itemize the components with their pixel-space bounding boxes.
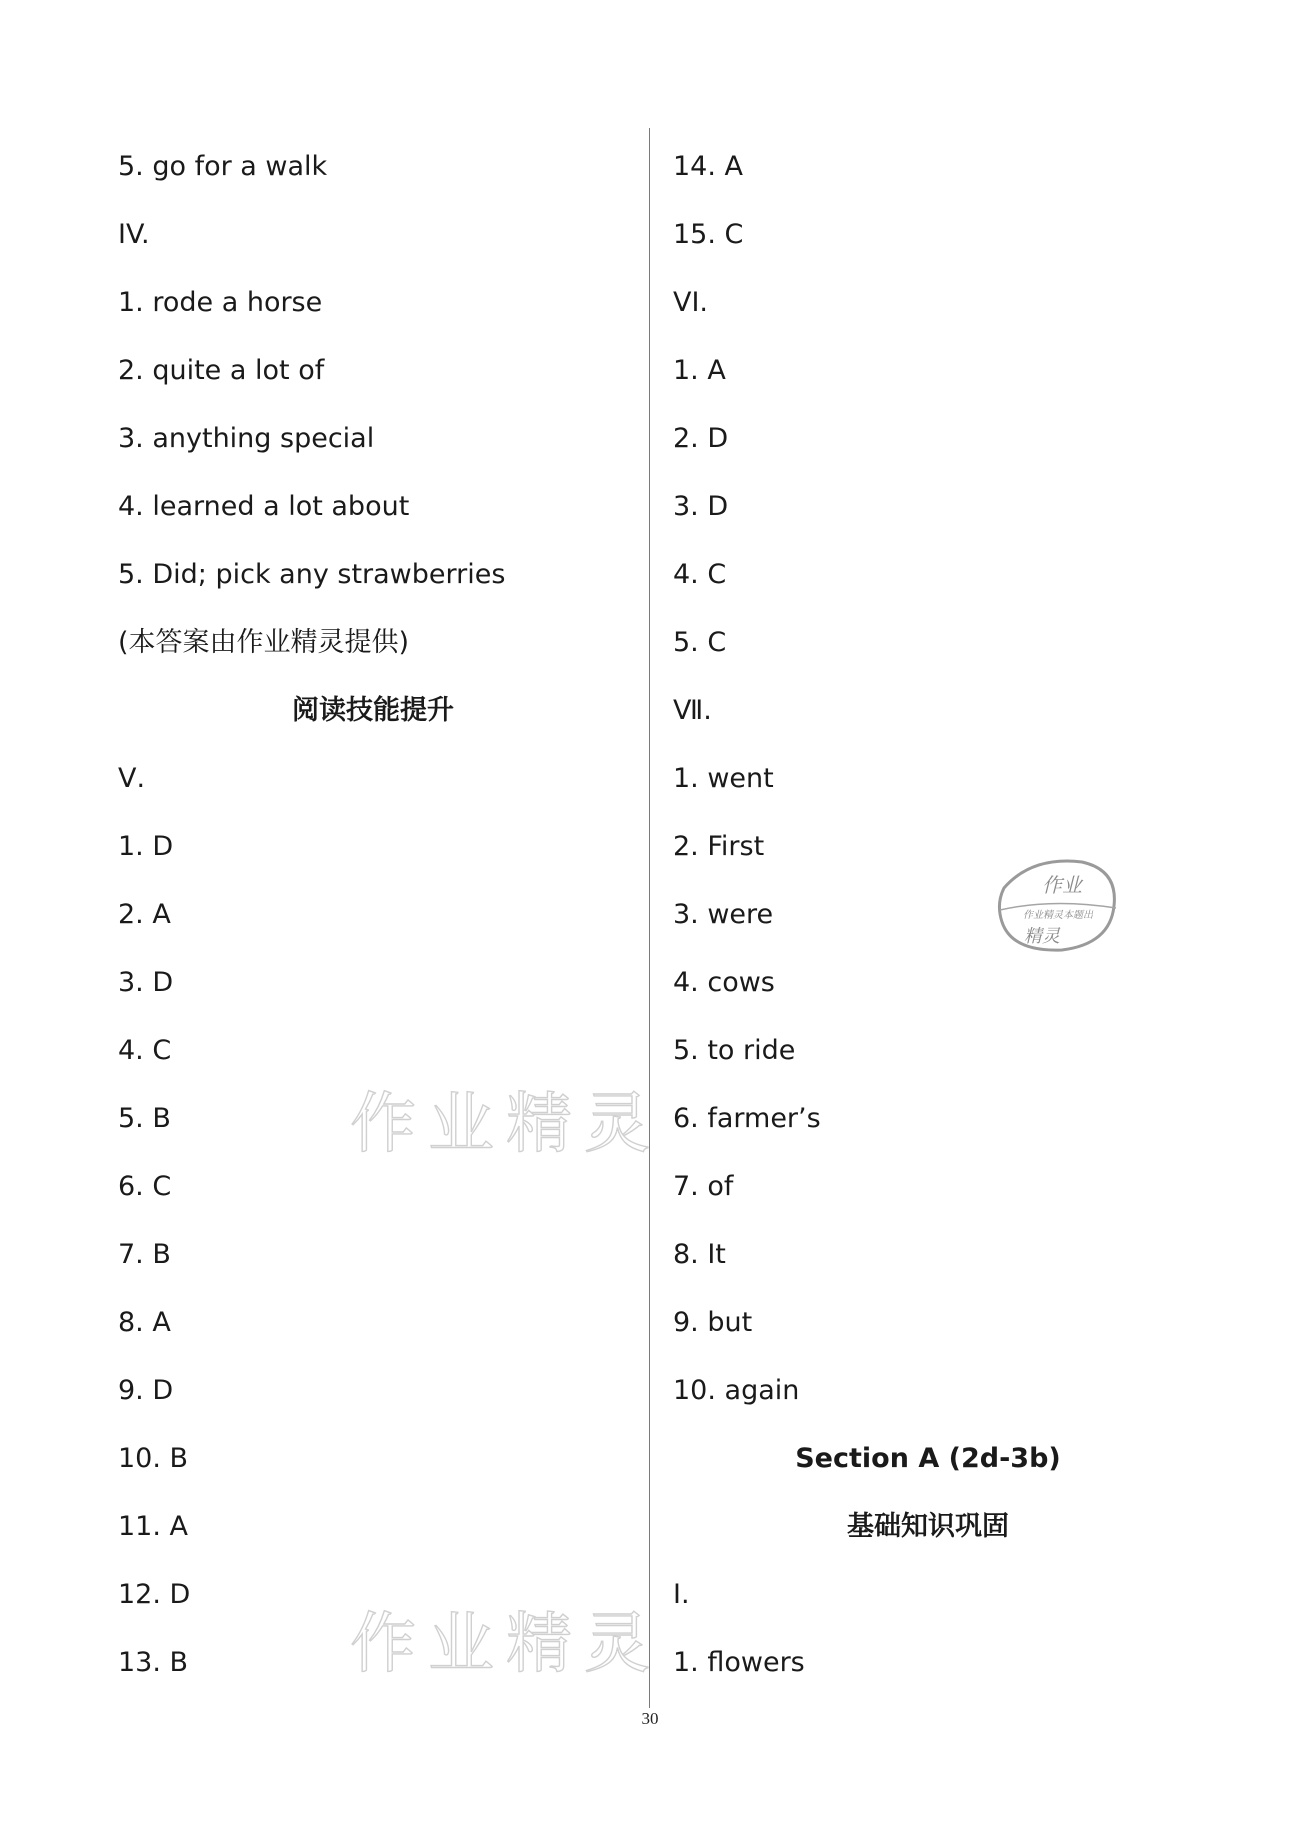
watermark: 作业精灵 — [350, 1085, 662, 1162]
stamp-bottom-text: 精灵 — [1024, 926, 1060, 947]
answer-line: 8. It — [673, 1239, 726, 1270]
answer-line: 3. were — [673, 899, 774, 930]
section-label: Ⅰ. — [673, 1579, 690, 1610]
answer-line: 5. to ride — [673, 1035, 796, 1066]
answer-line: 1. went — [673, 763, 774, 794]
section-label: VI. — [673, 287, 709, 318]
answer-line: 7. B — [118, 1239, 171, 1270]
answer-line: 1. rode a horse — [118, 287, 323, 318]
section-label: Ⅶ. — [673, 695, 712, 726]
stamp-logo — [992, 848, 1122, 958]
answer-line: 3. D — [118, 967, 174, 998]
answer-line: 9. D — [118, 1375, 174, 1406]
answer-line: 1. D — [118, 831, 174, 862]
stamp-middle-text: 作业精灵本题出 — [1023, 910, 1093, 921]
section-label: Ⅴ. — [118, 763, 146, 794]
answer-line: 2. First — [673, 831, 765, 862]
answer-line: 6. farmer’s — [673, 1103, 821, 1134]
answer-line: 2. quite a lot of — [118, 355, 325, 386]
answer-line: 4. C — [118, 1035, 172, 1066]
answer-line: 4. learned a lot about — [118, 491, 410, 522]
answer-line: 1. flowers — [673, 1647, 805, 1678]
answer-line: 9. but — [673, 1307, 753, 1338]
answer-line: 15. C — [673, 219, 744, 250]
answer-line: 12. D — [118, 1579, 191, 1610]
section-heading: 阅读技能提升 — [292, 695, 454, 726]
answer-line: 5. B — [118, 1103, 171, 1134]
answer-line: 3. D — [673, 491, 729, 522]
source-note: (本答案由作业精灵提供) — [118, 627, 410, 658]
answer-line: 4. C — [673, 559, 727, 590]
answer-line: 5. Did; pick any strawberries — [118, 559, 506, 590]
watermark: 作业精灵 — [350, 1605, 662, 1682]
answer-line: 3. anything special — [118, 423, 375, 454]
column-divider — [649, 128, 650, 1708]
answer-line: 2. A — [118, 899, 171, 930]
answer-line: 7. of — [673, 1171, 734, 1202]
answer-line: 5. go for a walk — [118, 151, 328, 182]
answer-line: 8. A — [118, 1307, 171, 1338]
answer-line: 14. A — [673, 151, 743, 182]
answer-line: 6. C — [118, 1171, 172, 1202]
stamp-top-text: 作业 — [1042, 873, 1082, 897]
answer-line: 4. cows — [673, 967, 775, 998]
section-heading: 基础知识巩固 — [847, 1511, 1009, 1542]
answer-line: 11. A — [118, 1511, 188, 1542]
answer-line: 5. C — [673, 627, 727, 658]
section-label: IV. — [118, 219, 150, 250]
answer-line: 2. D — [673, 423, 729, 454]
answer-line: 1. A — [673, 355, 726, 386]
stamp-icon — [992, 848, 1122, 958]
answer-line: 10. B — [118, 1443, 189, 1474]
answer-line: 13. B — [118, 1647, 189, 1678]
page-number: 30 — [641, 1709, 659, 1728]
answer-line: 10. again — [673, 1375, 800, 1406]
section-heading: Section A (2d-3b) — [795, 1443, 1061, 1474]
